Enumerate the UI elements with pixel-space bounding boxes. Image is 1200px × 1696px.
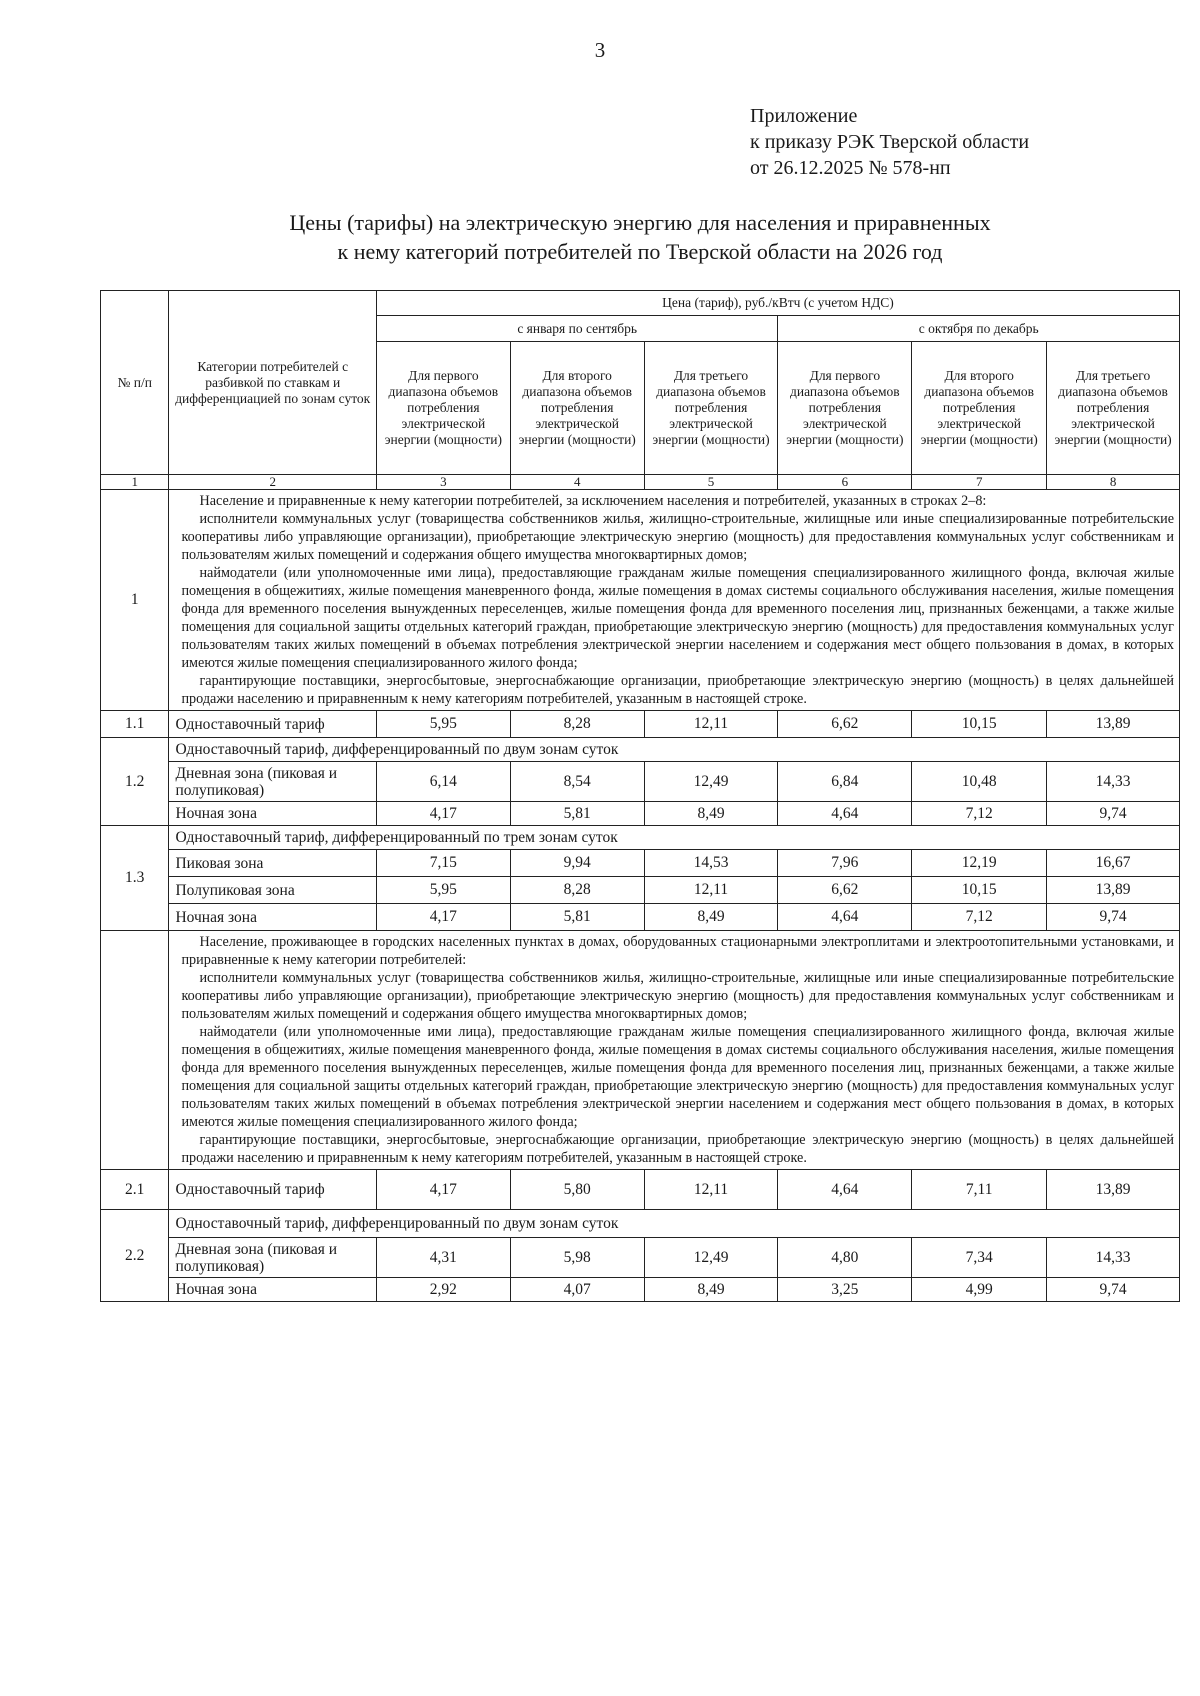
value-cell: 7,12 [912,802,1047,826]
value-cell: 12,49 [644,762,778,802]
table-row [101,711,1180,738]
value-cell: 16,67 [1047,850,1180,877]
value-cell: 14,33 [1047,1238,1180,1278]
header-range-1-period-1: Для первого диапазона объемов потребления электрической энергии (мощности) [376,342,510,475]
column-number: 1 [101,475,169,490]
value-cell: 4,99 [912,1278,1047,1302]
value-cell: 8,28 [510,877,644,904]
value-cell: 5,80 [510,1170,644,1210]
group-2-num [101,931,169,1170]
value-cell: 5,81 [510,904,644,931]
value-cell: 6,62 [778,877,912,904]
header-range-2-period-2: Для второго диапазона объемов потребления электрической энергии (мощности) [912,342,1047,475]
row-label: Ночная зона [169,1278,376,1302]
row-label: Одноставочный тариф [169,711,376,738]
value-cell: 8,49 [644,802,778,826]
description-paragraph: исполнители коммунальных услуг (товарищества собственников жилья, жилищно-строительные, жилищные или иные специализированные потребительские кооперативы либо управляющие организации), приобретающие электрическую энергию (мощность) для предоставления коммунальных услуг собственникам и пользователям жилых помещений и содержания общего имущества многоквартирных домов; [181,511,1174,563]
value-cell: 12,19 [912,850,1047,877]
value-cell: 5,95 [376,711,510,738]
group-2-description-row [101,931,1180,1170]
title-line-1: Цены (тарифы) на электрическую энергию для населения и приравненных [289,210,991,235]
page-number: 3 [594,38,606,62]
value-cell: 12,11 [644,877,778,904]
group-1-description [169,490,1180,711]
description-paragraph: исполнители коммунальных услуг (товарищества собственников жилья, жилищно-строительные, жилищные или иные специализированные потребительские кооперативы либо управляющие организации), приобретающие электрическую энергию (мощность) для предоставления коммунальных услуг собственникам и пользователям жилых помещений и содержания общего имущества многоквартирных домов; [181,970,1174,1022]
table-row [101,762,1180,802]
value-cell: 4,17 [376,904,510,931]
tariff-table [100,290,1180,1302]
value-cell: 8,28 [510,711,644,738]
value-cell: 8,49 [644,904,778,931]
value-cell: 4,64 [778,904,912,931]
column-numbers-row [101,475,1180,490]
value-cell: 4,31 [376,1238,510,1278]
value-cell: 14,33 [1047,762,1180,802]
title-line-2: к нему категорий потребителей по Тверской области на 2026 год [337,239,943,264]
subsection-title: Одноставочный тариф, дифференцированный по трем зонам суток [169,826,1180,850]
appendix-line-2: к приказу РЭК Тверской области [750,131,1030,153]
value-cell: 5,81 [510,802,644,826]
appendix-line-1: Приложение [750,105,858,127]
column-number: 6 [778,475,912,490]
value-cell: 7,96 [778,850,912,877]
value-cell: 14,53 [644,850,778,877]
row-label: Дневная зона (пиковая и полупиковая) [169,1238,376,1278]
table-row [101,877,1180,904]
value-cell: 9,94 [510,850,644,877]
value-cell: 10,15 [912,877,1047,904]
value-cell: 4,17 [376,802,510,826]
value-cell: 6,62 [778,711,912,738]
column-number: 5 [644,475,778,490]
header-range-3-period-1: Для третьего диапазона объемов потребления электрической энергии (мощности) [644,342,778,475]
value-cell: 6,14 [376,762,510,802]
value-cell: 4,64 [778,802,912,826]
row-num: 2.2 [101,1210,169,1302]
column-number: 7 [912,475,1047,490]
row-num: 1.2 [101,738,169,826]
value-cell: 8,49 [644,1278,778,1302]
table-row [101,850,1180,877]
document-title [100,208,1180,266]
subsection-title: Одноставочный тариф, дифференцированный по двум зонам суток [169,738,1180,762]
value-cell: 8,54 [510,762,644,802]
table-row [101,904,1180,931]
header-range-1-period-2: Для первого диапазона объемов потребления электрической энергии (мощности) [778,342,912,475]
header-num: № п/п [101,291,169,475]
header-range-3-period-2: Для третьего диапазона объемов потребления электрической энергии (мощности) [1047,342,1180,475]
value-cell: 9,74 [1047,904,1180,931]
value-cell: 10,15 [912,711,1047,738]
value-cell: 13,89 [1047,1170,1180,1210]
table-row [101,826,1180,850]
value-cell: 13,89 [1047,877,1180,904]
row-label: Одноставочный тариф [169,1170,376,1210]
row-num: 2.1 [101,1170,169,1210]
group-2-description [169,931,1180,1170]
group-1-description-row [101,490,1180,711]
row-label: Полупиковая зона [169,877,376,904]
value-cell: 3,25 [778,1278,912,1302]
description-paragraph: гарантирующие поставщики, энергосбытовые, энергоснабжающие организации, приобретающие электрическую энергию (мощность) в целях дальнейшей продажи населению и приравненным к нему категориям потребителей, указанным в настоящей строке. [181,1132,1174,1166]
appendix-block [750,103,1029,181]
row-num: 1.3 [101,826,169,931]
value-cell: 4,07 [510,1278,644,1302]
header-period-2: с октября по декабрь [778,316,1180,342]
table-row [101,1210,1180,1238]
table-row [101,1170,1180,1210]
value-cell: 7,15 [376,850,510,877]
value-cell: 2,92 [376,1278,510,1302]
value-cell: 9,74 [1047,1278,1180,1302]
table-row [101,802,1180,826]
value-cell: 7,12 [912,904,1047,931]
row-label: Дневная зона (пиковая и полупиковая) [169,762,376,802]
value-cell: 4,17 [376,1170,510,1210]
subsection-title: Одноставочный тариф, дифференцированный по двум зонам суток [169,1210,1180,1238]
value-cell: 6,84 [778,762,912,802]
header-period-1: с января по сентябрь [376,316,777,342]
header-range-2-period-1: Для второго диапазона объемов потребления электрической энергии (мощности) [510,342,644,475]
group-1-num: 1 [101,490,169,711]
value-cell: 7,34 [912,1238,1047,1278]
row-label: Пиковая зона [169,850,376,877]
appendix-line-3: от 26.12.2025 № 578-нп [750,157,951,179]
column-number: 8 [1047,475,1180,490]
table-row [101,738,1180,762]
header-price: Цена (тариф), руб./кВтч (с учетом НДС) [376,291,1179,316]
value-cell: 7,11 [912,1170,1047,1210]
row-label: Ночная зона [169,904,376,931]
value-cell: 5,98 [510,1238,644,1278]
column-number: 4 [510,475,644,490]
header-row-price [101,291,1180,316]
table-row [101,1238,1180,1278]
value-cell: 13,89 [1047,711,1180,738]
column-number: 2 [169,475,376,490]
value-cell: 4,64 [778,1170,912,1210]
description-paragraph: Население и приравненные к нему категории потребителей, за исключением населения и потребителей, указанных в строках 2–8: [199,493,987,509]
value-cell: 12,49 [644,1238,778,1278]
column-number: 3 [376,475,510,490]
value-cell: 12,11 [644,1170,778,1210]
row-label: Ночная зона [169,802,376,826]
table-row [101,1278,1180,1302]
value-cell: 10,48 [912,762,1047,802]
description-paragraph: наймодатели (или уполномоченные ими лица), предоставляющие гражданам жилые помещения специализированного жилищного фонда, включая жилые помещения в общежитиях, жилые помещения маневренного фонда, жилые помещения в домах системы социального обслуживания населения, жилые помещения фонда для временного поселения вынужденных переселенцев, жилые помещения фонда для временного поселения лиц, признанных беженцами, а также жилые помещения для социальной защиты отдельных категорий граждан, приобретающие электрическую энергию (мощность) для предоставления коммунальных услуг пользователям таких жилых помещений в объемах потребления электрической энергии населением и содержания мест общего пользования в домах, в которых имеются жилые помещения специализированного жилого фонда; [181,565,1174,671]
value-cell: 9,74 [1047,802,1180,826]
value-cell: 12,11 [644,711,778,738]
description-paragraph: наймодатели (или уполномоченные ими лица), предоставляющие гражданам жилые помещения специализированного жилищного фонда, включая жилые помещения в общежитиях, жилые помещения маневренного фонда, жилые помещения в домах системы социального обслуживания населения, жилые помещения фонда для временного поселения вынужденных переселенцев, жилые помещения фонда для временного поселения лиц, признанных беженцами, а также жилые помещения для социальной защиты отдельных категорий граждан, приобретающие электрическую энергию (мощность) для предоставления коммунальных услуг пользователям таких жилых помещений в объемах потребления электрической энергии населением и содержания мест общего пользования в домах, в которых имеются жилые помещения специализированного жилого фонда; [181,1024,1174,1130]
value-cell: 5,95 [376,877,510,904]
value-cell: 4,80 [778,1238,912,1278]
header-category: Категории потребителей с разбивкой по ставкам и дифференциацией по зонам суток [169,291,376,475]
description-paragraph: гарантирующие поставщики, энергосбытовые, энергоснабжающие организации, приобретающие электрическую энергию (мощность) в целях дальнейшей продажи населению и приравненным к нему категориям потребителей, указанным в настоящей строке. [181,673,1174,707]
row-num: 1.1 [101,711,169,738]
description-paragraph: Население, проживающее в городских населенных пунктах в домах, оборудованных стационарными электроплитами и электроотопительными установками, и приравненные к нему категории потребителей: [181,934,1174,968]
